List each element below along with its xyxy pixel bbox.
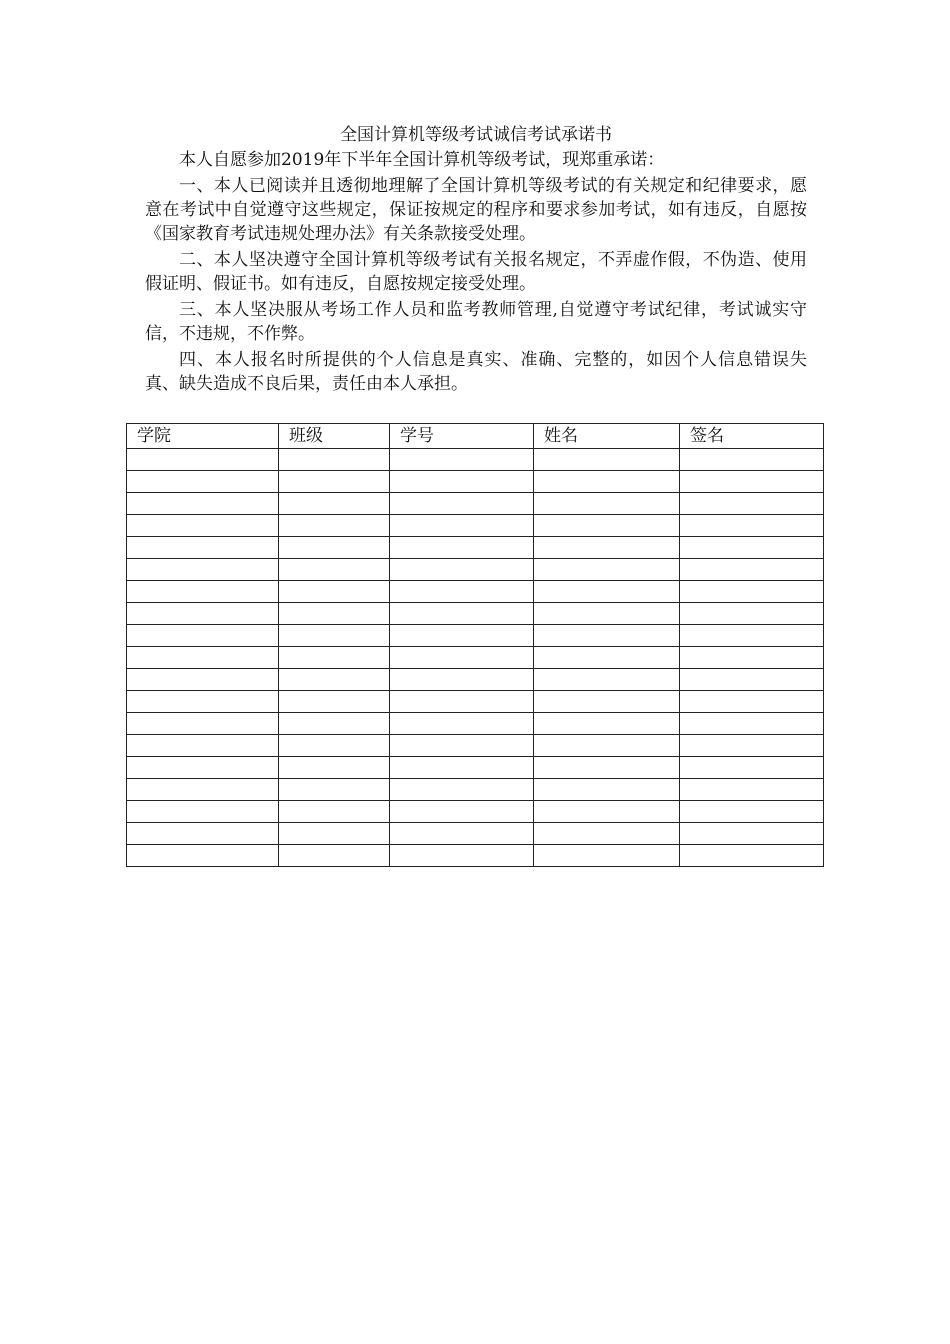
header-class: 班级 xyxy=(279,424,390,449)
cell-student-id xyxy=(390,625,534,647)
table-row xyxy=(127,647,824,669)
table-row xyxy=(127,713,824,735)
clause-4: 四、本人报名时所提供的个人信息是真实、准确、完整的，如因个人信息错误失真、缺失造成不良后果，责任由本人承担。 xyxy=(145,350,807,394)
table-row xyxy=(127,515,824,537)
cell-student-id xyxy=(390,691,534,713)
cell-college xyxy=(127,515,279,537)
table-row xyxy=(127,757,824,779)
document-title: 全国计算机等级考试诚信考试承诺书 xyxy=(340,125,612,145)
cell-name xyxy=(534,669,680,691)
cell-name xyxy=(534,647,680,669)
cell-signature xyxy=(680,603,824,625)
cell-college xyxy=(127,845,279,867)
cell-class xyxy=(279,559,390,581)
pledge-body xyxy=(145,122,807,396)
cell-student-id xyxy=(390,581,534,603)
cell-class xyxy=(279,449,390,471)
cell-signature xyxy=(680,823,824,845)
cell-student-id xyxy=(390,537,534,559)
cell-class xyxy=(279,801,390,823)
header-signature: 签名 xyxy=(680,424,824,449)
cell-college xyxy=(127,713,279,735)
table-header-row xyxy=(127,424,824,449)
cell-student-id xyxy=(390,823,534,845)
cell-signature xyxy=(680,801,824,823)
cell-student-id xyxy=(390,603,534,625)
cell-name xyxy=(534,713,680,735)
cell-name xyxy=(534,471,680,493)
cell-name xyxy=(534,757,680,779)
cell-signature xyxy=(680,471,824,493)
cell-college xyxy=(127,779,279,801)
cell-class xyxy=(279,779,390,801)
cell-signature xyxy=(680,779,824,801)
cell-name xyxy=(534,801,680,823)
cell-class xyxy=(279,691,390,713)
table-row xyxy=(127,449,824,471)
cell-name xyxy=(534,581,680,603)
cell-class xyxy=(279,647,390,669)
cell-class xyxy=(279,603,390,625)
cell-name xyxy=(534,735,680,757)
cell-college xyxy=(127,735,279,757)
cell-student-id xyxy=(390,449,534,471)
cell-college xyxy=(127,801,279,823)
cell-signature xyxy=(680,559,824,581)
table-row xyxy=(127,471,824,493)
cell-name xyxy=(534,823,680,845)
cell-name xyxy=(534,845,680,867)
table-row xyxy=(127,625,824,647)
cell-student-id xyxy=(390,735,534,757)
cell-class xyxy=(279,625,390,647)
table-body xyxy=(127,449,824,867)
cell-class xyxy=(279,515,390,537)
cell-class xyxy=(279,581,390,603)
cell-signature xyxy=(680,515,824,537)
cell-name xyxy=(534,559,680,581)
cell-signature xyxy=(680,757,824,779)
cell-name xyxy=(534,537,680,559)
cell-college xyxy=(127,625,279,647)
cell-college xyxy=(127,559,279,581)
cell-signature xyxy=(680,449,824,471)
cell-college xyxy=(127,493,279,515)
cell-college xyxy=(127,647,279,669)
clause-2: 二、本人坚决遵守全国计算机等级考试有关报名规定，不弄虚作假，不伪造、使用假证明、假证书。如有违反，自愿按规定接受处理。 xyxy=(145,250,807,294)
intro-paragraph: 本人自愿参加2019年下半年全国计算机等级考试，现郑重承诺： xyxy=(179,150,665,170)
cell-college xyxy=(127,757,279,779)
cell-name xyxy=(534,603,680,625)
cell-class xyxy=(279,757,390,779)
cell-student-id xyxy=(390,669,534,691)
header-name: 姓名 xyxy=(534,424,680,449)
cell-name xyxy=(534,779,680,801)
cell-student-id xyxy=(390,515,534,537)
cell-class xyxy=(279,471,390,493)
table-row xyxy=(127,669,824,691)
cell-signature xyxy=(680,713,824,735)
cell-signature xyxy=(680,647,824,669)
cell-college xyxy=(127,691,279,713)
cell-student-id xyxy=(390,471,534,493)
cell-class xyxy=(279,669,390,691)
table-row xyxy=(127,559,824,581)
table-row xyxy=(127,845,824,867)
cell-name xyxy=(534,691,680,713)
cell-college xyxy=(127,603,279,625)
table-row xyxy=(127,603,824,625)
cell-signature xyxy=(680,735,824,757)
cell-student-id xyxy=(390,493,534,515)
table-row xyxy=(127,537,824,559)
cell-student-id xyxy=(390,801,534,823)
cell-student-id xyxy=(390,757,534,779)
clause-1: 一、本人已阅读并且透彻地理解了全国计算机等级考试的有关规定和纪律要求，愿意在考试中自觉遵守这些规定，保证按规定的程序和要求参加考试，如有违反，自愿按《国家教育考试违规处理办法》有关条款接受处理。 xyxy=(145,176,807,244)
cell-college xyxy=(127,449,279,471)
cell-college xyxy=(127,537,279,559)
table-row xyxy=(127,735,824,757)
cell-student-id xyxy=(390,845,534,867)
cell-student-id xyxy=(390,559,534,581)
cell-student-id xyxy=(390,779,534,801)
cell-class xyxy=(279,823,390,845)
cell-college xyxy=(127,471,279,493)
cell-name xyxy=(534,625,680,647)
cell-class xyxy=(279,735,390,757)
cell-name xyxy=(534,449,680,471)
table-row xyxy=(127,801,824,823)
table-row xyxy=(127,779,824,801)
cell-signature xyxy=(680,691,824,713)
table-row xyxy=(127,581,824,603)
cell-name xyxy=(534,515,680,537)
cell-signature xyxy=(680,669,824,691)
table-row xyxy=(127,493,824,515)
header-student-id: 学号 xyxy=(390,424,534,449)
header-college: 学院 xyxy=(127,424,279,449)
cell-student-id xyxy=(390,713,534,735)
cell-class xyxy=(279,713,390,735)
cell-class xyxy=(279,493,390,515)
cell-signature xyxy=(680,493,824,515)
clause-3: 三、本人坚决服从考场工作人员和监考教师管理,自觉遵守考试纪律，考试诚实守信，不违规，不作弊。 xyxy=(145,300,807,344)
cell-signature xyxy=(680,845,824,867)
cell-signature xyxy=(680,537,824,559)
cell-college xyxy=(127,669,279,691)
cell-student-id xyxy=(390,647,534,669)
cell-name xyxy=(534,493,680,515)
table-row xyxy=(127,823,824,845)
cell-signature xyxy=(680,625,824,647)
table-row xyxy=(127,691,824,713)
cell-class xyxy=(279,537,390,559)
cell-signature xyxy=(680,581,824,603)
cell-class xyxy=(279,845,390,867)
signature-table xyxy=(126,423,824,867)
cell-college xyxy=(127,581,279,603)
cell-college xyxy=(127,823,279,845)
